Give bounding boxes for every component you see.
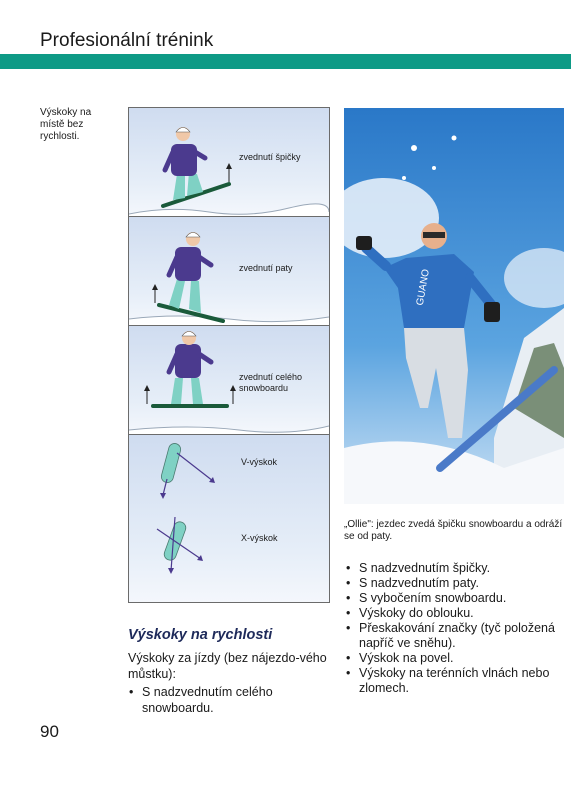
- list-item: • Výskok na povel.: [345, 651, 560, 666]
- list-item: • Výskoky na terénních vlnách nebo zlomech.: [345, 666, 560, 696]
- panel-label: zvednutí celého snowboardu: [239, 372, 303, 393]
- panel-label: V-výskok: [241, 457, 278, 467]
- photo-caption: „Ollie": jezdec zvedá špičku snowboardu a odráží se od paty.: [344, 519, 563, 542]
- illustration-panel-v-x-jumps: [129, 435, 329, 602]
- illustration-panel-heel-lift: [129, 217, 329, 326]
- shirt-text: GUANO: [414, 268, 432, 307]
- panel-label: zvednutí paty: [239, 263, 293, 273]
- list-item: • S vybočením snowboardu.: [345, 591, 560, 606]
- jump-illustrations-figure: [128, 107, 330, 603]
- list-item: • S nadzvednutím špičky.: [345, 561, 560, 576]
- illustration-panel-board-lift: [129, 326, 329, 435]
- section-intro: Výskoky za jízdy (bez nájezdo-vého můstku):: [128, 651, 327, 681]
- panel-label: X-výskok: [241, 533, 278, 543]
- list-item: • Přeskakování značky (tyč položená napříč ve sněhu).: [345, 621, 560, 651]
- list-item: • S nadzvednutím celého snowboardu.: [128, 684, 338, 716]
- ollie-photo-image: [344, 108, 564, 504]
- left-bullet-list: [128, 684, 338, 716]
- page-header-title: Profesionální trénink: [40, 30, 214, 51]
- board-direction-diagram: [129, 435, 329, 602]
- panel-label: zvednutí špičky: [239, 152, 301, 162]
- section-heading: Výskoky na rychlosti: [128, 627, 273, 643]
- list-item: • S nadzvednutím paty.: [345, 576, 560, 591]
- right-bullet-list: [345, 561, 560, 696]
- snowboarder-illustration: [129, 217, 329, 325]
- list-item: • Výskoky do oblouku.: [345, 606, 560, 621]
- header-accent-bar: [0, 54, 571, 69]
- sidebar-caption: Výskoky na místě bez rychlosti.: [40, 107, 92, 142]
- page-number: 90: [40, 722, 59, 741]
- snowboarder-ollie-photo: [344, 108, 564, 504]
- illustration-panel-toe-lift: [129, 108, 329, 217]
